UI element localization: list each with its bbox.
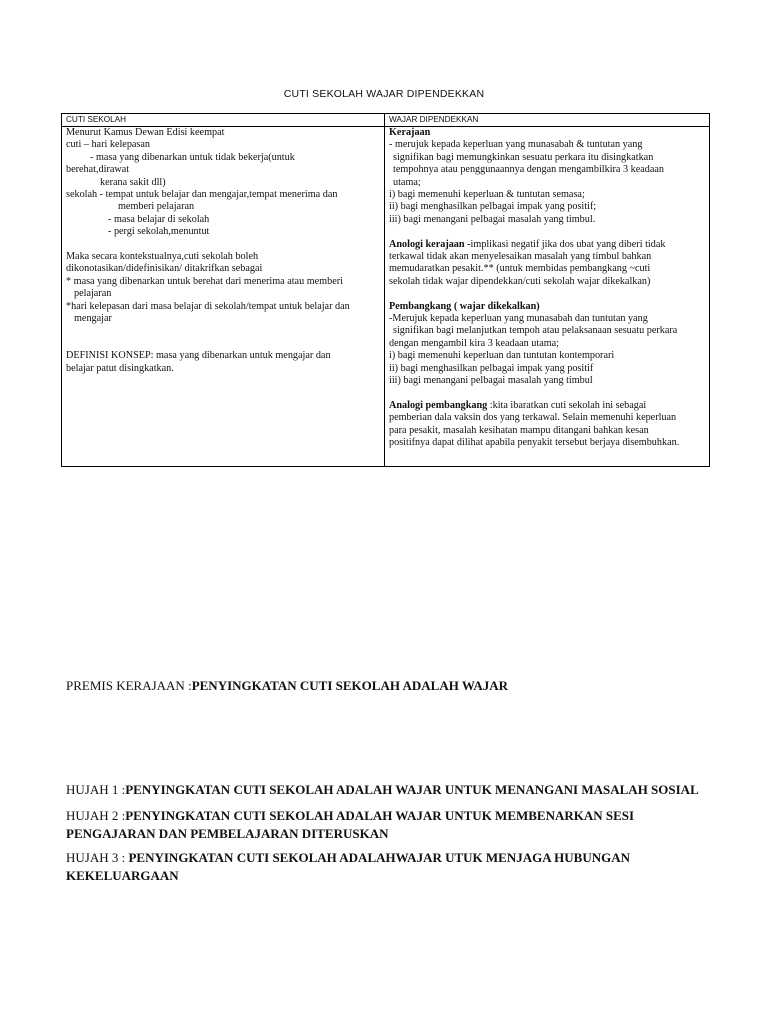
- hujah-text: PENYINGKATAN CUTI SEKOLAH ADALAH WAJAR UNTUK MEMBENARKAN SESI PENGAJARAN DAN PEMBELAJARAN DITERUSKAN: [66, 808, 635, 841]
- right-text-line: [389, 325, 705, 337]
- header-wajar-dipendekkan: WAJAR DIPENDEKKAN: [385, 114, 710, 127]
- left-text-line: cuti – hari kelepasan: [66, 139, 151, 151]
- right-text-line: [389, 375, 705, 387]
- blank-line: [389, 388, 705, 400]
- hujah-text: PENYINGKATAN CUTI SEKOLAH ADALAH WAJAR UNTUK MENANGANI MASALAH SOSIAL: [125, 782, 699, 797]
- right-text-line: [389, 127, 705, 139]
- blank-line: [66, 338, 380, 350]
- left-text-line: - masa yang dibenarkan untuk tidak bekerja(untuk: [90, 151, 295, 163]
- text: sekolah tidak wajar dipendekkan/cuti sekolah wajar dikekalkan): [389, 275, 651, 287]
- right-text-line: [389, 338, 705, 350]
- text: ii) bagi menghasilkan pelbagai impak yang positif: [389, 362, 594, 374]
- blank-line: [389, 288, 705, 300]
- header-cuti-sekolah: CUTI SEKOLAH: [62, 114, 385, 127]
- left-cell-definitions: [62, 127, 385, 467]
- left-text-line: sekolah - tempat untuk belajar dan mengajar,tempat menerima dan: [66, 189, 338, 201]
- left-text-line: kerana sakit dll): [100, 176, 166, 188]
- left-text-line: dikonotasikan/didefinisikan/ ditakrifkan sebagai: [66, 263, 263, 275]
- hujah-1: [66, 781, 716, 799]
- text: implikasi negatif jika dos ubat yang diberi tidak: [470, 238, 666, 250]
- hujah-label: HUJAH 2 :: [66, 808, 126, 823]
- right-text-line: [389, 201, 705, 213]
- left-text-line: memberi pelajaran: [118, 201, 195, 213]
- right-text-line: [389, 437, 705, 449]
- hujah-label: HUJAH 1 :: [66, 782, 126, 797]
- text: -Merujuk kepada keperluan yang munasabah dan tuntutan yang: [389, 313, 648, 325]
- left-text-line: - pergi sekolah,menuntut: [108, 226, 210, 238]
- blank-line: [389, 226, 705, 238]
- right-text-line: [389, 139, 705, 151]
- right-cell-arguments: [385, 127, 710, 467]
- blank-line: [66, 239, 380, 251]
- text: signifikan bagi memungkinkan sesuatu perkara itu disingkatkan: [393, 151, 654, 163]
- definition-table: [61, 113, 710, 467]
- right-text-line: [389, 214, 705, 226]
- left-text-line: mengajar: [74, 313, 112, 325]
- left-text-line: DEFINISI KONSEP: masa yang dibenarkan untuk mengajar dan: [66, 350, 331, 362]
- table-body-row: [62, 127, 710, 467]
- bold-text: Analogi pembangkang: [389, 399, 488, 411]
- right-text-line: [389, 239, 705, 251]
- right-text-line: [389, 164, 705, 176]
- text: ii) bagi menghasilkan pelbagai impak yang positif;: [389, 201, 597, 213]
- right-text-line: [389, 350, 705, 362]
- left-text-line: belajar patut disingkatkan.: [66, 362, 174, 374]
- text: i) bagi memenuhi keperluan & tuntutan semasa;: [389, 189, 585, 201]
- premis-statement: [66, 677, 716, 694]
- text: dengan mengambil kira 3 keadaan utama;: [389, 337, 560, 349]
- table-header-row: [62, 114, 710, 127]
- text: iii) bagi menangani pelbagai masalah yang timbul.: [389, 213, 596, 225]
- text: - merujuk kepada keperluan yang munasabah & tuntutan yang: [389, 139, 643, 151]
- premis-label: PREMIS KERAJAAN :: [66, 678, 192, 693]
- text: iii) bagi menangani pelbagai masalah yang timbul: [389, 375, 593, 387]
- right-text-line: [389, 400, 705, 412]
- bold-text: Kerajaan: [389, 127, 431, 138]
- hujah-label: HUJAH 3 :: [66, 850, 129, 865]
- left-text-line: pelajaran: [74, 288, 112, 300]
- text: terkawal tidak akan menyelesaikan masalah yang timbul bahkan: [389, 251, 652, 263]
- left-text-line: Menurut Kamus Dewan Edisi keempat: [66, 127, 225, 138]
- text: i) bagi memenuhi keperluan dan tuntutan kontemporari: [389, 350, 615, 362]
- right-cell-content: [389, 127, 705, 450]
- right-text-line: [389, 263, 705, 275]
- text: positifnya dapat dilihat apabila penyakit tersebut berjaya disembuhkan.: [389, 437, 680, 449]
- left-text-line: - masa belajar di sekolah: [108, 213, 210, 225]
- hujah-3: [66, 849, 716, 885]
- left-text-line: berehat,dirawat: [66, 164, 130, 176]
- premis-text: PENYINGKATAN CUTI SEKOLAH ADALAH WAJAR: [191, 678, 509, 693]
- right-text-line: [389, 363, 705, 375]
- left-text-line: Maka secara kontekstualnya,cuti sekolah boleh: [66, 251, 259, 263]
- right-text-line: [389, 152, 705, 164]
- text: pemberian dala vaksin dos yang terkawal. Selain memenuhi keperluan: [389, 412, 677, 424]
- text: tempohnya atau penggunaannya dengan mengambilkira 3 keadaan: [393, 164, 664, 176]
- hujah-text: PENYINGKATAN CUTI SEKOLAH ADALAHWAJAR UTUK MENJAGA HUBUNGAN KEKELUARGAAN: [66, 850, 630, 883]
- text: utama;: [393, 176, 421, 188]
- text: memudaratkan pesakit.** (untuk membidas pembangkang ~cuti: [389, 263, 651, 275]
- text: para pesakit, masalah kesihatan mampu ditangani bahkan kesan: [389, 424, 649, 436]
- document-title: CUTI SEKOLAH WAJAR DIPENDEKKAN: [283, 88, 485, 100]
- bold-text: Pembangkang ( wajar dikekalkan): [389, 300, 540, 312]
- text: signifikan bagi melanjutkan tempoh atau pelaksanaan sesuatu perkara: [393, 325, 678, 337]
- right-text-line: [389, 425, 705, 437]
- left-text-line: * masa yang dibenarkan untuk berehat dari menerima atau memberi: [66, 275, 343, 287]
- bold-text: Anologi kerajaan -: [389, 238, 471, 250]
- right-text-line: [389, 313, 705, 325]
- right-text-line: [389, 301, 705, 313]
- blank-line: [66, 325, 380, 337]
- right-text-line: [389, 412, 705, 424]
- left-text-line: *hari kelepasan dari masa belajar di sekolah/tempat untuk belajar dan: [66, 300, 350, 312]
- right-text-line: [389, 251, 705, 263]
- text: :kita ibaratkan cuti sekolah ini sebagai: [487, 399, 647, 411]
- right-text-line: [389, 189, 705, 201]
- hujah-2: [66, 807, 716, 843]
- right-text-line: [389, 177, 705, 189]
- left-cell-content: [66, 127, 380, 375]
- right-text-line: [389, 276, 705, 288]
